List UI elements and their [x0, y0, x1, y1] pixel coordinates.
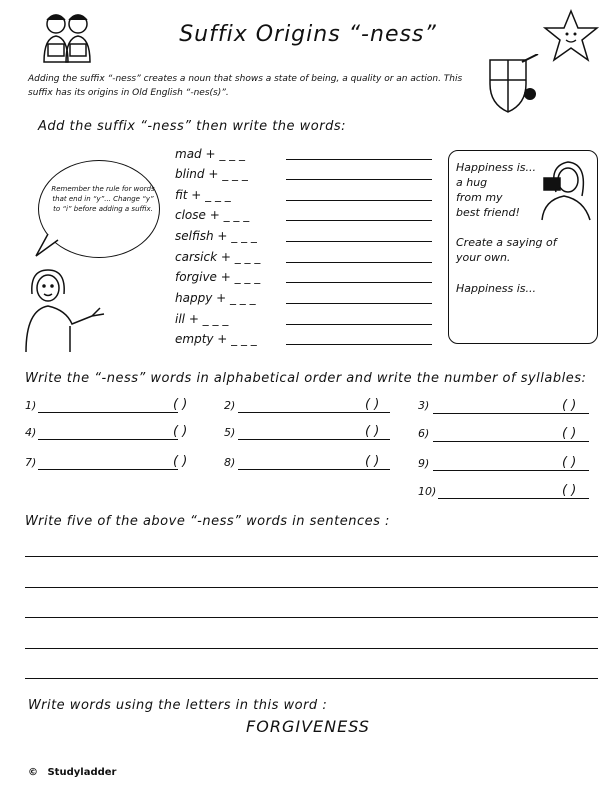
- footer: [28, 767, 116, 778]
- syllable-box[interactable]: ( ): [173, 424, 188, 439]
- word-item: carsick + _ _ _: [175, 250, 261, 264]
- prompt-line: Create a saying of: [456, 236, 557, 249]
- order-number: 3): [418, 399, 430, 412]
- happiness-line: best friend!: [456, 206, 520, 219]
- syllable-box[interactable]: ( ): [365, 397, 380, 412]
- sentence-line[interactable]: [25, 586, 598, 588]
- section4-heading: Write words using the letters in this word :: [28, 698, 328, 713]
- order-number: 1): [25, 399, 37, 412]
- shield-icon: [484, 54, 540, 116]
- star-icon: [542, 8, 600, 64]
- word-item: happy + _ _ _: [175, 291, 256, 305]
- order-number: 5): [224, 426, 236, 439]
- section3-heading: Write five of the above “-ness” words in sentences :: [25, 514, 390, 529]
- order-number: 2): [224, 399, 236, 412]
- word-item: forgive + _ _ _: [175, 270, 261, 284]
- intro-text: Adding the suffix “-ness” creates a noun that shows a state of being, a quality or an action. This suffix has its origins in Old English “-nes(s)”.: [28, 74, 463, 98]
- happiness-line: Happiness is...: [456, 161, 537, 174]
- syllable-box[interactable]: ( ): [173, 397, 188, 412]
- syllable-box[interactable]: ( ): [365, 424, 380, 439]
- copyright-icon: ©: [28, 767, 38, 778]
- happiness-line: a hug: [456, 176, 488, 189]
- prompt-line: your own.: [456, 251, 511, 264]
- word-item: close + _ _ _: [175, 208, 250, 222]
- order-number: 4): [25, 426, 37, 439]
- answer-line[interactable]: [286, 323, 432, 325]
- answer-line[interactable]: [286, 158, 432, 160]
- order-number: 8): [224, 456, 236, 469]
- forgiveness-word: FORGIVENESS: [246, 717, 370, 736]
- word-item: fit + _ _ _: [175, 188, 231, 202]
- answer-line[interactable]: [286, 281, 432, 283]
- syllable-box[interactable]: ( ): [562, 483, 577, 498]
- answer-line[interactable]: [38, 411, 178, 413]
- syllable-box[interactable]: ( ): [562, 455, 577, 470]
- word-item: blind + _ _ _: [175, 167, 248, 181]
- order-number: 7): [25, 456, 37, 469]
- answer-line[interactable]: [38, 468, 178, 470]
- bubble-text: Remember the rule for words that end in “y”... Change “y” to “i” before adding a suffix.: [51, 185, 155, 213]
- sentence-line[interactable]: [25, 616, 598, 618]
- girl-with-camera-illustration: [534, 156, 594, 222]
- page-title: Suffix Origins “-ness”: [179, 22, 437, 47]
- order-number: 10): [418, 485, 437, 498]
- section1-heading: Add the suffix “-ness” then write the words:: [38, 119, 346, 134]
- sentence-line[interactable]: [25, 677, 598, 679]
- teacher-illustration: [20, 264, 110, 354]
- order-number: 6): [418, 427, 430, 440]
- answer-line[interactable]: [286, 261, 432, 263]
- answer-line[interactable]: [286, 178, 432, 180]
- syllable-box[interactable]: ( ): [365, 454, 380, 469]
- answer-line[interactable]: [38, 438, 178, 440]
- section2-heading: Write the “-ness” words in alphabetical order and write the number of syllables:: [25, 371, 587, 386]
- syllable-box[interactable]: ( ): [562, 398, 577, 413]
- word-item: empty + _ _ _: [175, 332, 257, 346]
- prompt-line: Happiness is...: [456, 282, 537, 295]
- word-item: mad + _ _ _: [175, 147, 245, 161]
- sentence-line[interactable]: [25, 555, 598, 557]
- answer-line[interactable]: [286, 240, 432, 242]
- order-number: 9): [418, 457, 430, 470]
- brand-name: Studyladder: [47, 767, 117, 778]
- answer-line[interactable]: [286, 302, 432, 304]
- syllable-box[interactable]: ( ): [562, 426, 577, 441]
- happiness-line: from my: [456, 191, 503, 204]
- syllable-box[interactable]: ( ): [173, 454, 188, 469]
- answer-line[interactable]: [286, 219, 432, 221]
- answer-line[interactable]: [286, 199, 432, 201]
- sentence-line[interactable]: [25, 647, 598, 649]
- answer-line[interactable]: [286, 343, 432, 345]
- speech-bubble-tail: [34, 232, 64, 258]
- word-item: ill + _ _ _: [175, 312, 229, 326]
- word-item: selfish + _ _ _: [175, 229, 257, 243]
